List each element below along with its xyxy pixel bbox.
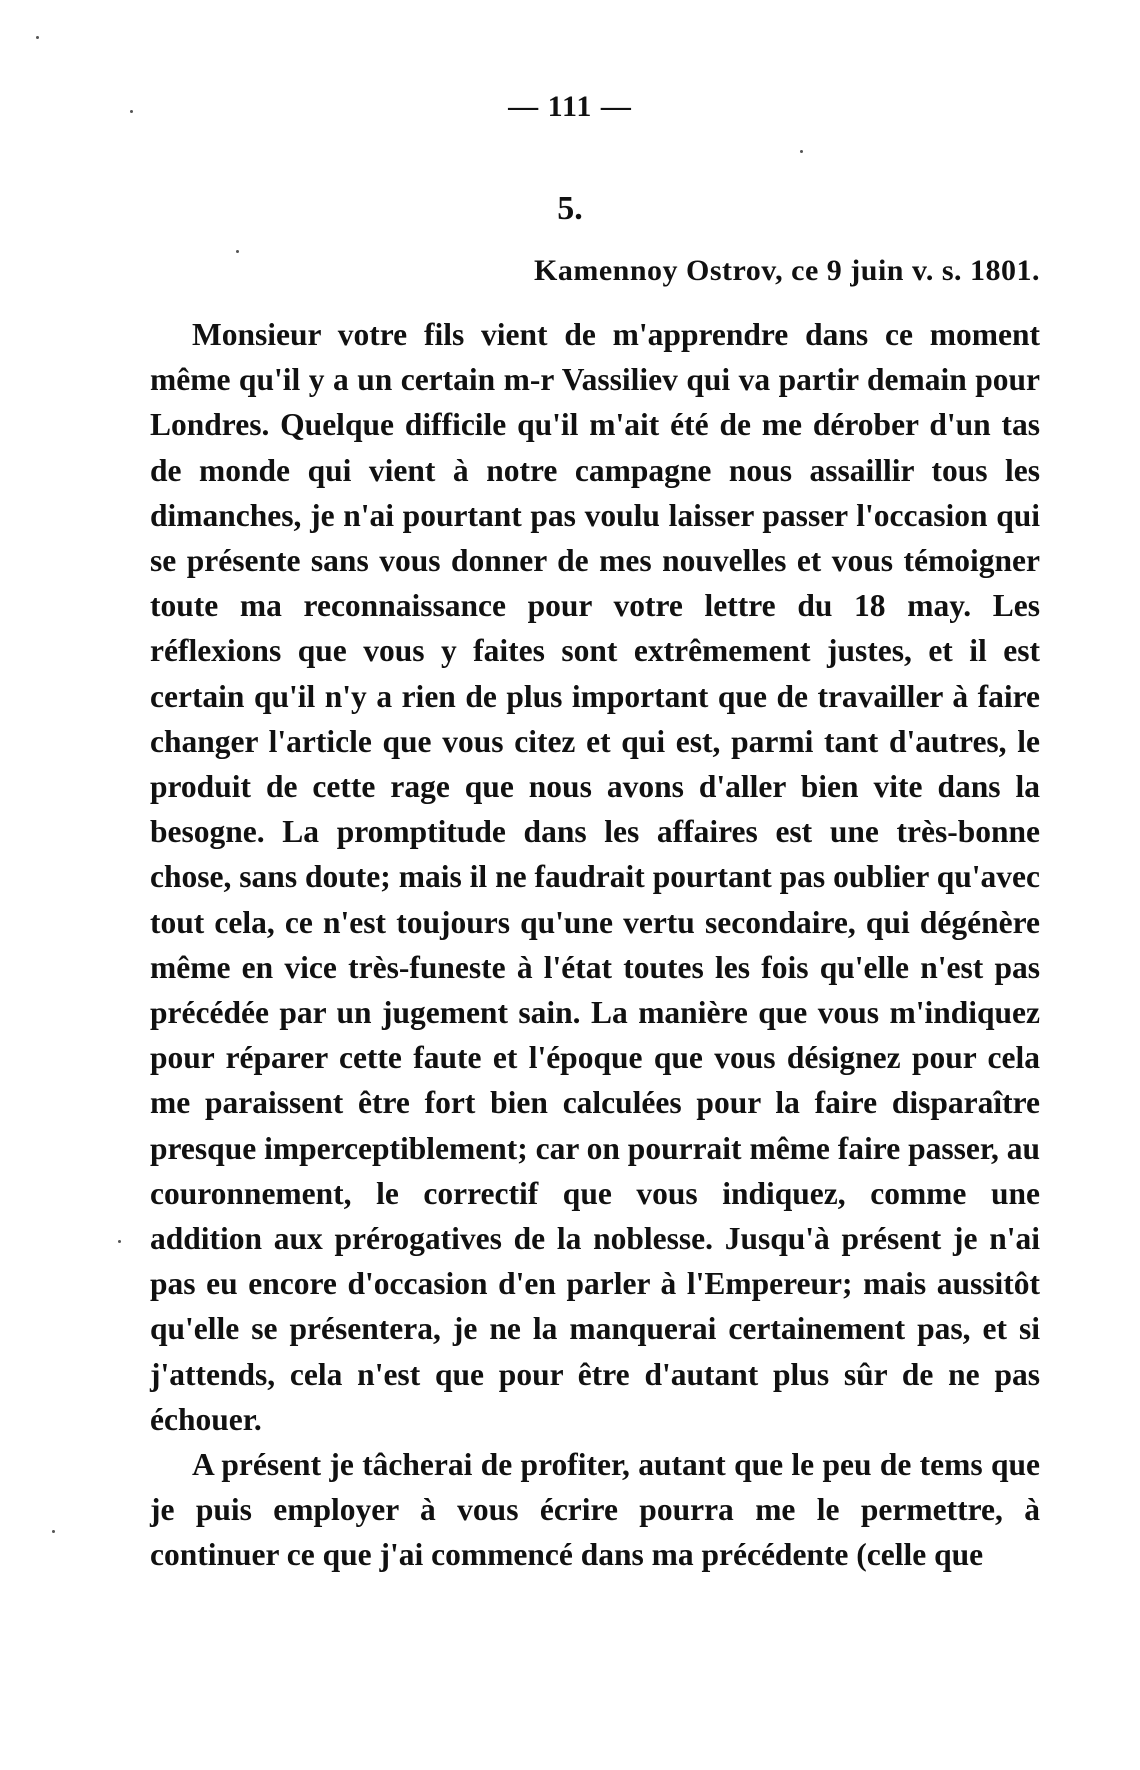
print-speck [130,110,133,113]
print-speck [236,250,239,253]
paragraph: Monsieur votre fils vient de m'apprendre dans ce moment même qu'il y a un certain m-r Vassiliev qui va partir demain pour Londres. Quelque difficile qu'il m'ait été de me dérober d'un tas de monde qui vient à notre campagne nous assaillir tous les dimanches, je n'ai pourtant pas voulu laisser passer l'occasion qui se présente sans vous donner de mes nouvelles et vous témoigner toute ma reconnaissance pour votre lettre du 18 may. Les réflexions que vous y faites sont extrêmement justes, et il est certain qu'il n'y a rien de plus important que de travailler à faire changer l'article que vous citez et qui est, parmi tant d'autres, le produit de cette rage que nous avons d'aller bien vite dans la besogne. La promptitude dans les affaires est une très-bonne chose, sans doute; mais il ne faudrait pourtant pas oublier qu'avec tout cela, ce n'est toujours qu'une vertu secondaire, qui dégénère même en vice très-funeste à l'état toutes les fois qu'elle n'est pas précédée par un jugement sain. La manière que vous m'indiquez pour réparer cette faute et l'époque que vous désignez pour cela me paraissent être fort bien calculées pour la faire disparaître presque imperceptiblement; car on pourrait même faire passer, au couronnement, le correctif que vous indiquez, comme une addition aux prérogatives de la noblesse. Jusqu'à présent je n'ai pas eu encore d'occasion d'en parler à l'Empereur; mais aussitôt qu'elle se présentera, je ne la manquerai certainement pas, et si j'attends, cela n'est que pour être d'autant plus sûr de ne pas échouer. [150,317,1040,1437]
print-speck [36,36,39,39]
print-speck [118,1240,121,1243]
letter-body [150,312,1040,1578]
letter-dateline: Kamennoy Ostrov, ce 9 juin v. s. 1801. [534,254,1040,287]
page-number: — 111 — [508,90,632,123]
print-speck [800,150,803,153]
paragraph: A présent je tâcherai de profiter, autant que le peu de tems que je puis employer à vous écrire pourra me le permettre, à continuer ce que j'ai commencé dans ma précédente (celle que [150,1447,1040,1573]
print-speck [52,1530,55,1533]
letter-number: 5. [557,190,583,227]
